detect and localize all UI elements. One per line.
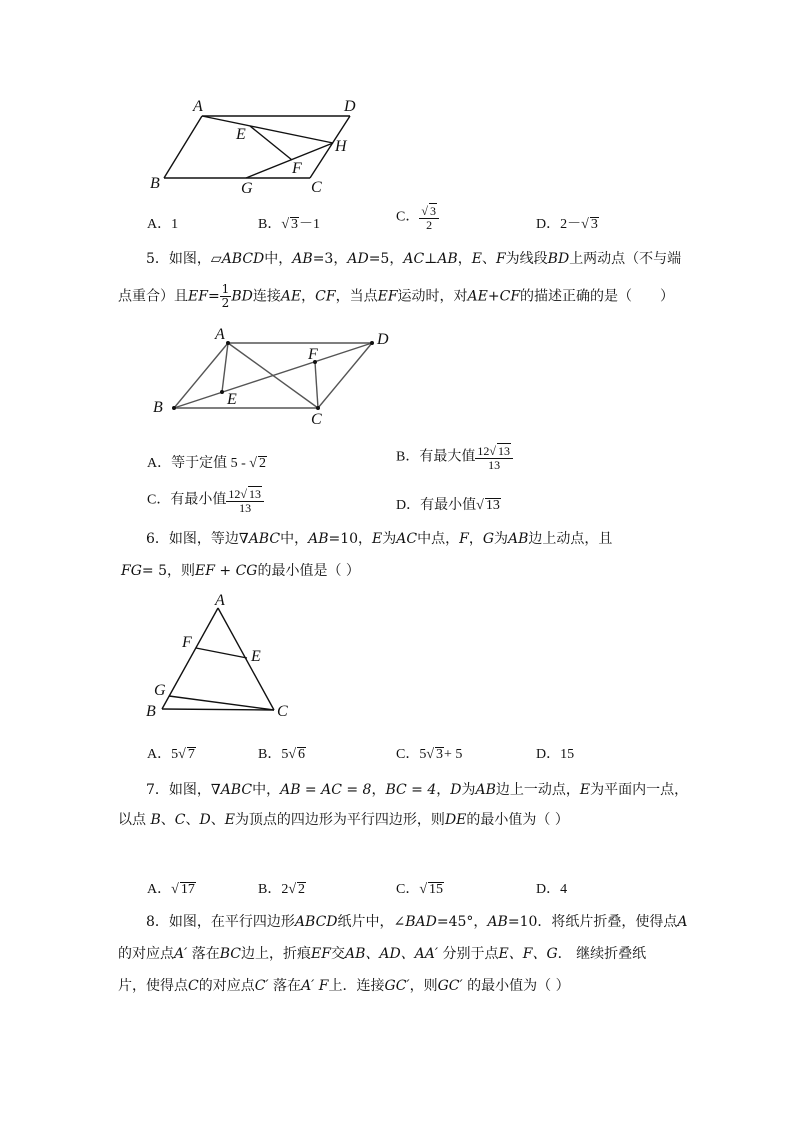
- q6-option-c[interactable]: C．5√ 3+ 5: [396, 747, 463, 762]
- q6-seg-GC: [169, 696, 274, 710]
- q5-side-DC: [318, 343, 372, 408]
- q8-stem-line1: 8．如图，在平行四边形ABCD纸片中，∠BAD=45°，AB=10．将纸片折叠，使得点A: [146, 914, 688, 930]
- q6-side-AC: [218, 608, 274, 710]
- q6-seg-FE: [196, 648, 247, 658]
- q4-seg-AH: [202, 116, 333, 143]
- q7-option-a[interactable]: A．√ 17: [147, 882, 195, 897]
- q5-seg-FC: [315, 362, 318, 408]
- q4-label-D: D: [344, 98, 356, 115]
- q6-side-BC: [162, 709, 274, 710]
- q4-option-b[interactable]: B．√ 3－1: [258, 217, 321, 232]
- q6-label-F: F: [182, 634, 192, 651]
- q6-triangle-figure: [140, 595, 300, 720]
- q4-option-a[interactable]: A．1: [147, 217, 179, 232]
- q6-option-a[interactable]: A．5√ 7: [147, 747, 195, 762]
- q4-label-A: A: [193, 98, 203, 115]
- q4-label-C: C: [311, 179, 322, 196]
- q6-label-E: E: [251, 648, 261, 665]
- q4-label-F: F: [292, 160, 302, 177]
- q7-stem-line1: 7．如图，∇ABC中，AB = AC = 8，BC = 4，D为AB边上一动点，E为平面内一点，: [146, 782, 689, 798]
- q5-option-d[interactable]: D．有最小值√ 13: [396, 498, 500, 513]
- q4-option-c[interactable]: C． $\frac{√ 3}{2}$: [396, 203, 439, 232]
- q4-seg-EF: [250, 126, 292, 160]
- q6-option-d[interactable]: D．15: [536, 747, 575, 762]
- q6-side-AB: [162, 608, 218, 709]
- q7-option-b[interactable]: B．2√ 2: [258, 882, 306, 897]
- q5-stem-line2: 点重合）且EF= $\frac{1}{2}$ BD连接AE，CF，当点EF运动时，对AE+CF的描述正确的是（ ）: [118, 282, 675, 310]
- q6-label-C: C: [277, 703, 288, 720]
- q5-label-A: A: [215, 326, 225, 343]
- q6-label-G: G: [154, 682, 166, 699]
- q7-option-c[interactable]: C．√ 15: [396, 882, 444, 897]
- q5-parallelogram-figure: [150, 325, 400, 430]
- q5-label-D: D: [377, 331, 389, 348]
- q6-stem-line2: FG= 5，则EF + CG的最小值是（ ）: [121, 563, 360, 579]
- q6-label-A: A: [215, 592, 225, 609]
- q8-stem-line3: 片，使得点C的对应点C′ 落在A′ F上．连接GC′，则GC′ 的最小值为（ ）: [118, 978, 570, 994]
- q5-diag-BD: [174, 343, 372, 408]
- q7-stem-line2: 以点 B、C、D、E为顶点的四边形为平行四边形，则DE的最小值为（ ）: [118, 812, 569, 828]
- q4-label-B: B: [150, 175, 160, 192]
- q5-side-AB: [174, 343, 228, 408]
- q5-label-B: B: [153, 399, 163, 416]
- q5-label-E: E: [227, 391, 237, 408]
- q5-stem-line1: 5．如图，▱ABCD中，AB=3，AD=5，AC⊥AB，E、F为线段BD上两动点（不与端: [146, 251, 682, 267]
- q5-option-c[interactable]: C．有最小值 $\frac{12√ 13}{13}$: [147, 486, 264, 515]
- q5-label-C: C: [311, 411, 322, 428]
- q5-option-b[interactable]: B．有最大值 $\frac{12√ 13}{13}$: [396, 443, 513, 472]
- q4-label-H: H: [335, 138, 347, 155]
- q5-option-a[interactable]: A．等于定值 5 - √ 2: [147, 456, 266, 471]
- q4-option-d[interactable]: D．2－√ 3: [536, 217, 598, 232]
- q6-label-B: B: [146, 703, 156, 720]
- q6-option-b[interactable]: B．5√ 6: [258, 747, 306, 762]
- q4-label-E: E: [236, 126, 246, 143]
- q4-side-AB: [164, 116, 202, 178]
- q4-seg-GH: [246, 143, 333, 178]
- q4-label-G: G: [241, 180, 253, 197]
- q6-stem-line1: 6．如图，等边∇ABC中，AB=10，E为AC中点，F，G为AB边上动点，且: [146, 531, 613, 547]
- q5-label-F: F: [308, 346, 318, 363]
- q7-option-d[interactable]: D．4: [536, 882, 568, 897]
- q8-stem-line2: 的对应点A′ 落在BC边上，折痕EF交AB、AD、AA′ 分别于点E、F、G． 继续折叠纸: [118, 946, 647, 962]
- q5-seg-AE: [222, 343, 228, 392]
